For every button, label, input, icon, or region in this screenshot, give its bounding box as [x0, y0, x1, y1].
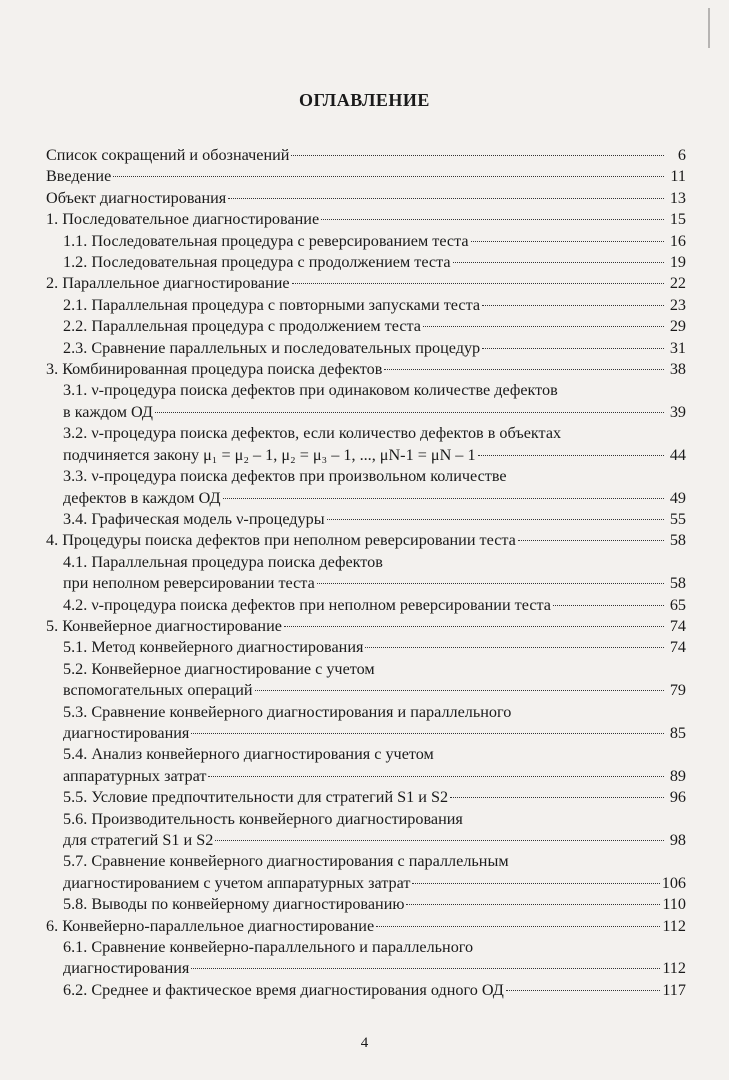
- toc-entry: [46, 273, 686, 294]
- toc-page-number: 110: [662, 895, 686, 914]
- dot-leader: [223, 498, 664, 499]
- toc-entry-text: 5.5. Условие предпочтительности для стратегий S1 и S2: [63, 788, 449, 807]
- toc-entry-text: диагностирования: [63, 959, 190, 978]
- toc-entry: [46, 466, 686, 509]
- toc-page-number: 74: [669, 638, 686, 657]
- toc-entry-line: [63, 766, 686, 787]
- dot-leader: [453, 262, 664, 263]
- toc-entry-text: диагностирования: [63, 723, 190, 742]
- toc-entry-line: [63, 231, 686, 252]
- dot-leader: [155, 412, 664, 413]
- toc-page-number: 11: [670, 167, 686, 186]
- toc-entry-text: 2.3. Сравнение параллельных и последовательных процедур: [63, 338, 481, 357]
- dot-leader: [376, 926, 660, 927]
- toc-entry-line: [63, 680, 686, 701]
- toc-page-number: 58: [669, 574, 686, 593]
- toc-entry-text: 6.1. Сравнение конвейерно-параллельного и параллельного: [63, 938, 474, 957]
- toc-entry: [46, 231, 686, 252]
- dot-leader: [292, 283, 664, 284]
- page-title: ОГЛАВЛЕНИЕ: [299, 90, 430, 110]
- toc-entry: [46, 552, 686, 595]
- scan-mark: [708, 8, 710, 48]
- dot-leader: [365, 647, 664, 648]
- toc-page-number: 29: [669, 317, 686, 336]
- toc-entry-text: 5.1. Метод конвейерного диагностирования: [63, 638, 364, 657]
- dot-leader: [284, 626, 664, 627]
- toc-entry: [46, 509, 686, 530]
- toc-entry-text: 4. Процедуры поиска дефектов при неполном реверсировании теста: [46, 531, 516, 550]
- toc-entry-text: при неполном реверсировании теста: [63, 574, 315, 593]
- toc-entry-line: [63, 980, 686, 1001]
- dot-leader: [518, 540, 664, 541]
- toc-entry-line: [63, 488, 686, 509]
- toc-entry-line: [46, 916, 686, 937]
- toc-entry-text: аппаратурных затрат: [63, 766, 207, 785]
- toc-page-number: 38: [669, 360, 686, 379]
- toc-page-number: 55: [669, 509, 686, 528]
- toc-page-number: 39: [669, 402, 686, 421]
- dot-leader: [506, 990, 661, 991]
- dot-leader: [412, 883, 659, 884]
- toc-entry-line: [63, 402, 686, 423]
- toc-entry-text: Введение: [46, 167, 112, 186]
- dot-leader: [406, 904, 660, 905]
- toc-entry: [46, 380, 686, 423]
- toc-entry-line: [63, 851, 686, 872]
- toc-page-number: 65: [669, 595, 686, 614]
- toc-entry-line: [63, 744, 686, 765]
- toc-entry: [46, 188, 686, 209]
- toc-entry: [46, 209, 686, 230]
- toc-entry: [46, 937, 686, 980]
- toc-page-number: 117: [662, 980, 686, 999]
- toc-page-number: 15: [669, 210, 686, 229]
- toc-entry: [46, 595, 686, 616]
- toc-entry-line: [63, 509, 686, 530]
- toc-entry: [46, 616, 686, 637]
- toc-entry-line: [63, 958, 686, 979]
- toc-entry-text: 3.2. ν-процедура поиска дефектов, если количество дефектов в объектах: [63, 424, 562, 443]
- toc-page-number: 49: [669, 488, 686, 507]
- dot-leader: [208, 776, 664, 777]
- toc-entry-text: 5.4. Анализ конвейерного диагностирования с учетом: [63, 745, 434, 764]
- toc-entry-line: [63, 380, 686, 401]
- toc-page-number: 89: [669, 766, 686, 785]
- toc-entry-text: 5.2. Конвейерное диагностирование с учетом: [63, 659, 375, 678]
- dot-leader: [228, 198, 664, 199]
- toc-page-number: 19: [669, 253, 686, 272]
- toc-entry-line: [63, 338, 686, 359]
- toc-entry-line: [63, 809, 686, 830]
- toc-entry-text: для стратегий S1 и S2: [63, 831, 214, 849]
- toc-entry-line: [63, 595, 686, 616]
- toc-entry-line: [46, 188, 686, 209]
- toc-page-number: 13: [669, 188, 686, 207]
- dot-leader: [478, 455, 664, 456]
- toc-entry-text: подчиняется закону μ₁ = μ₂ – 1, μ₂ = μ₃ – 1, ..., μN-1 = μN – 1: [63, 445, 476, 464]
- toc-entry-line: [63, 723, 686, 744]
- dot-leader: [113, 176, 664, 177]
- dot-leader: [482, 348, 664, 349]
- toc-entry-text: 5. Конвейерное диагностирование: [46, 616, 282, 635]
- toc-entry-line: [63, 659, 686, 680]
- toc-entry-line: [63, 830, 686, 851]
- toc-entry-line: [63, 702, 686, 723]
- toc-entry-text: 2.1. Параллельная процедура с повторными запусками теста: [63, 295, 481, 314]
- toc-entry-text: 1.1. Последовательная процедура с реверсированием теста: [63, 231, 469, 250]
- page-number: 4: [360, 1035, 369, 1051]
- toc-entry-text: в каждом ОД: [63, 402, 153, 421]
- toc-entry-line: [63, 787, 686, 808]
- toc-page-number: 74: [669, 616, 686, 635]
- toc-entry-line: [63, 445, 686, 466]
- toc-entry-line: [63, 316, 686, 337]
- toc-entry: [46, 916, 686, 937]
- toc-page-number: 96: [669, 788, 686, 807]
- toc-entry: [46, 252, 686, 273]
- toc-entry: [46, 809, 686, 852]
- toc-entry-text: 2. Параллельное диагностирование: [46, 274, 290, 293]
- toc-entry-line: [46, 273, 686, 294]
- dot-leader: [471, 241, 664, 242]
- toc-entry-text: 5.3. Сравнение конвейерного диагностирования и параллельного: [63, 702, 512, 721]
- dot-leader: [321, 219, 664, 220]
- table-of-contents: [46, 145, 686, 1001]
- toc-entry-text: 5.8. Выводы по конвейерному диагностированию: [63, 895, 405, 914]
- dot-leader: [291, 155, 664, 156]
- toc-entry-text: 4.1. Параллельная процедура поиска дефектов: [63, 552, 383, 571]
- toc-entry-text: 5.7. Сравнение конвейерного диагностирования с параллельным: [63, 852, 509, 871]
- toc-page-number: 106: [661, 873, 686, 892]
- toc-entry-line: [63, 937, 686, 958]
- toc-page-number: 98: [669, 831, 686, 849]
- toc-page-number: 79: [669, 681, 686, 700]
- toc-entry: [46, 637, 686, 658]
- toc-entry-line: [63, 873, 686, 894]
- toc-page-number: 58: [669, 531, 686, 550]
- toc-entry-text: 6.2. Среднее и фактическое время диагностирования одного ОД: [63, 980, 504, 999]
- dot-leader: [215, 840, 664, 841]
- toc-page-number: 85: [669, 723, 686, 742]
- toc-entry-line: [46, 145, 686, 166]
- toc-entry-line: [46, 166, 686, 187]
- dot-leader: [482, 305, 664, 306]
- toc-entry-text: вспомогательных операций: [63, 681, 253, 700]
- toc-entry-text: 1.2. Последовательная процедура с продолжением теста: [63, 253, 451, 272]
- toc-page-number: 44: [669, 445, 686, 464]
- toc-entry-text: диагностированием с учетом аппаратурных затрат: [63, 873, 411, 892]
- toc-entry-text: 1. Последовательное диагностирование: [46, 210, 320, 229]
- toc-entry: [46, 295, 686, 316]
- toc-entry-text: 2.2. Параллельная процедура с продолжением теста: [63, 317, 421, 336]
- toc-entry-line: [46, 616, 686, 637]
- toc-entry: [46, 980, 686, 1001]
- toc-entry-line: [63, 466, 686, 487]
- toc-entry-line: [63, 894, 686, 915]
- toc-entry-line: [63, 252, 686, 273]
- toc-entry: [46, 145, 686, 166]
- toc-page-number: 23: [669, 295, 686, 314]
- dot-leader: [191, 968, 660, 969]
- toc-entry: [46, 530, 686, 551]
- toc-entry: [46, 744, 686, 787]
- toc-entry: [46, 659, 686, 702]
- toc-entry-text: 3.3. ν-процедура поиска дефектов при произвольном количестве: [63, 467, 507, 486]
- toc-entry-line: [63, 295, 686, 316]
- toc-entry-text: Объект диагностирования: [46, 188, 227, 207]
- dot-leader: [255, 690, 664, 691]
- toc-entry-text: 3. Комбинированная процедура поиска дефектов: [46, 360, 383, 379]
- toc-entry-text: 3.1. ν-процедура поиска дефектов при одинаковом количестве дефектов: [63, 381, 558, 400]
- toc-entry-line: [63, 423, 686, 444]
- toc-page-number: 31: [669, 338, 686, 357]
- toc-entry-text: дефектов в каждом ОД: [63, 488, 221, 507]
- toc-entry-text: 5.6. Производительность конвейерного диагностирования: [63, 809, 463, 828]
- toc-page-number: 112: [662, 959, 686, 978]
- toc-entry-line: [63, 637, 686, 658]
- dot-leader: [191, 733, 664, 734]
- toc-entry: [46, 851, 686, 894]
- toc-entry: [46, 702, 686, 745]
- toc-page-number: 16: [669, 231, 686, 250]
- toc-entry: [46, 894, 686, 915]
- toc-entry: [46, 338, 686, 359]
- dot-leader: [450, 797, 664, 798]
- toc-entry-line: [46, 530, 686, 551]
- dot-leader: [423, 326, 664, 327]
- toc-entry: [46, 423, 686, 466]
- toc-page-number: 22: [669, 274, 686, 293]
- toc-entry: [46, 316, 686, 337]
- dot-leader: [327, 519, 664, 520]
- toc-entry-text: Список сокращений и обозначений: [46, 146, 290, 164]
- toc-entry-line: [46, 359, 686, 380]
- toc-entry-text: 3.4. Графическая модель ν-процедуры: [63, 509, 325, 528]
- toc-entry-line: [63, 573, 686, 594]
- dot-leader: [317, 583, 664, 584]
- toc-entry-text: 6. Конвейерно-параллельное диагностирование: [46, 916, 375, 935]
- toc-entry-text: 4.2. ν-процедура поиска дефектов при неполном реверсировании теста: [63, 595, 551, 614]
- toc-entry: [46, 166, 686, 187]
- toc-entry-line: [46, 209, 686, 230]
- dot-leader: [384, 369, 664, 370]
- toc-page-number: 112: [662, 916, 686, 935]
- toc-entry: [46, 359, 686, 380]
- dot-leader: [553, 605, 664, 606]
- toc-entry: [46, 787, 686, 808]
- toc-page-number: 6: [677, 146, 686, 164]
- toc-entry-line: [63, 552, 686, 573]
